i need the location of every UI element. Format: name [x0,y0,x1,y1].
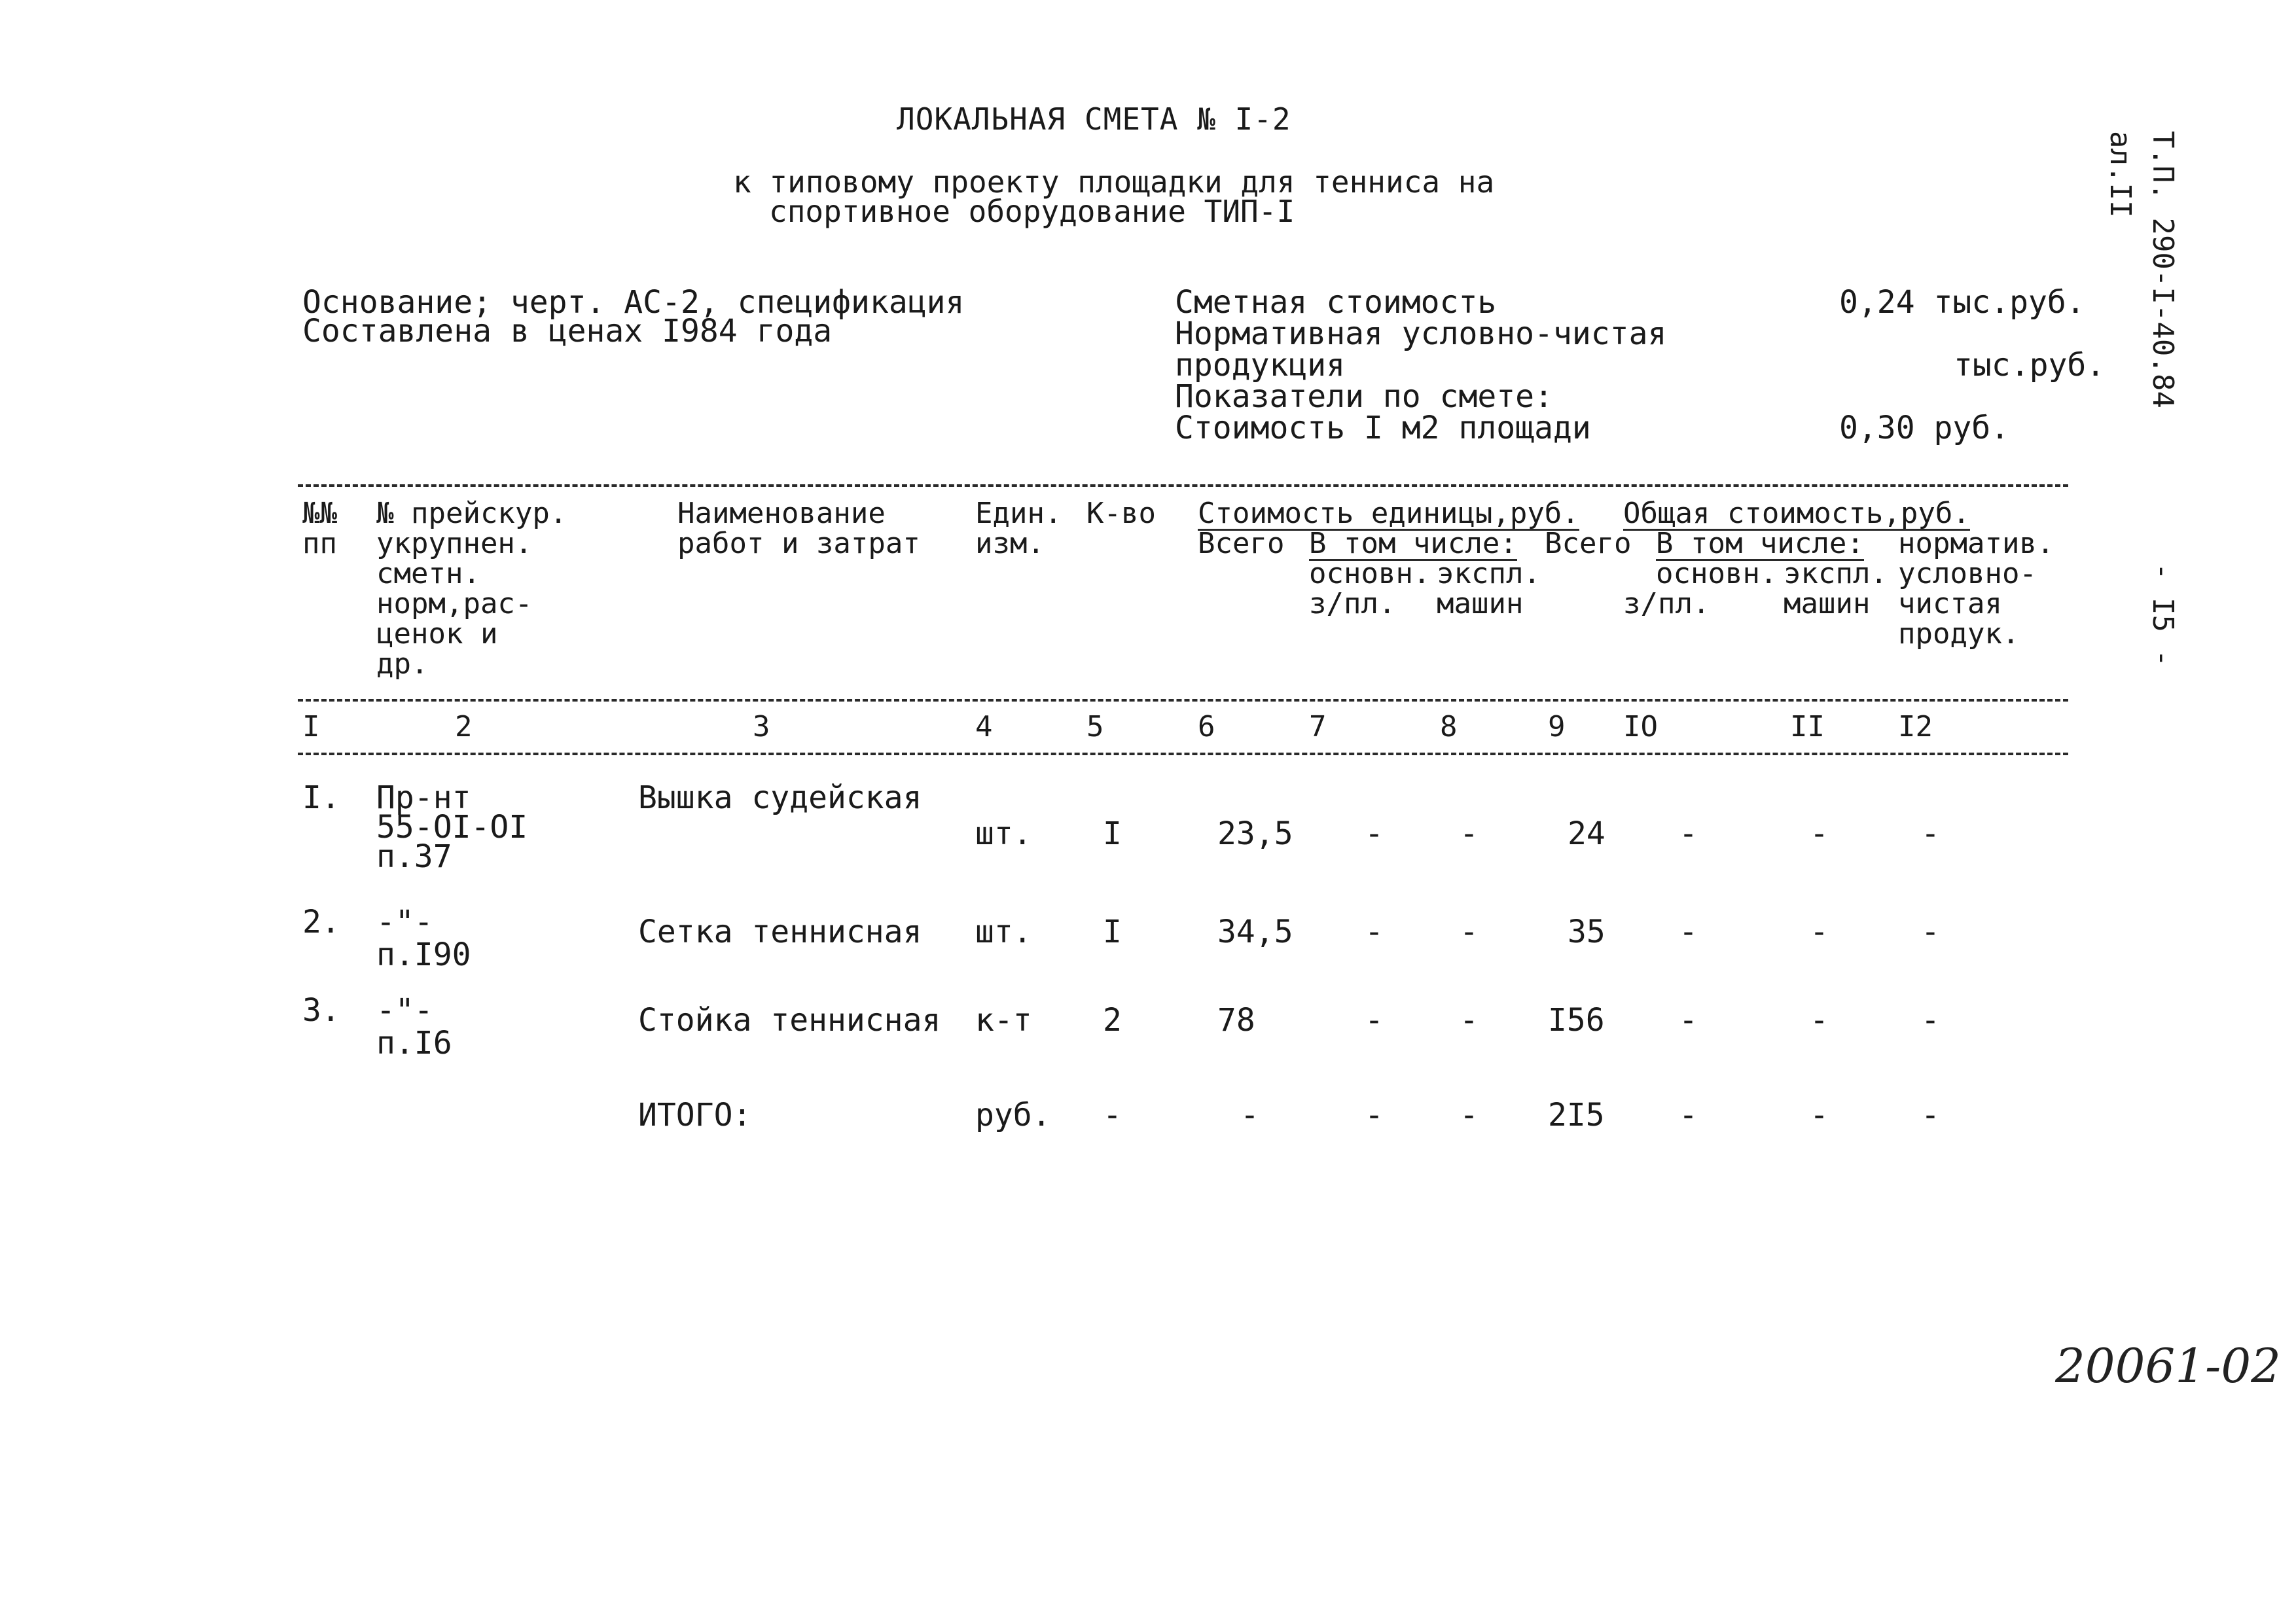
colnum-8: 8 [1440,710,1458,743]
table-row-c8: - [1460,1002,1479,1039]
total-c6: - [1240,1097,1259,1133]
archive-stamp: 20061-02 [2055,1338,2281,1393]
header-ref-2: укрупнен. [376,527,533,560]
total-c12: - [1921,1097,1940,1133]
table-row-c7: - [1365,914,1384,950]
total-c8: - [1460,1097,1479,1133]
colnum-9: 9 [1548,710,1566,743]
colnum-bottom-line [298,753,2068,755]
table-row-ref: 55-OI-OI [376,809,528,846]
basis-line-1: Основание; черт. АС-2, спецификация [302,284,965,321]
total-c7: - [1365,1097,1384,1133]
table-row-c8: - [1460,914,1479,950]
indicators-label: Показатели по смете: [1175,378,1553,415]
table-row-c10: - [1679,1002,1698,1039]
table-row-c9: I56 [1548,1002,1605,1039]
document-title: ЛОКАЛЬНАЯ СМЕТА № I-2 [897,101,1291,137]
table-row-c9: 35 [1568,914,1605,950]
estimated-cost-label: Сметная стоимость [1175,284,1497,321]
table-row-ref: Пр-нт [376,779,471,816]
normative-value: тыс.руб. [1954,347,2106,383]
header-unit-base-2: з/пл. [1309,587,1396,620]
total-label: ИТОГО: [638,1097,752,1133]
header-unit-2: изм. [975,527,1045,560]
table-row-c6: 78 [1217,1002,1255,1039]
table-row-num: 3. [302,992,340,1029]
normative-label-1: Нормативная условно-чистая [1175,315,1667,352]
per-m2-value: 0,30 руб. [1839,410,2010,446]
table-row-ref: п.I90 [376,936,471,973]
table-row-c8: - [1460,815,1479,852]
header-ref-6: др. [376,647,429,681]
normative-label-2: продукция [1175,347,1346,383]
table-row-c7: - [1365,815,1384,852]
total-c11: - [1810,1097,1829,1133]
header-unit-mach-1: экспл. [1437,557,1541,590]
subtitle-line-2: спортивное оборудование ТИП-I [769,194,1295,229]
table-row-c11: - [1810,815,1829,852]
colnum-5: 5 [1086,710,1104,743]
table-row-c9: 24 [1568,815,1605,852]
header-total-cost: Общая стоимость,руб. [1623,497,1970,530]
colnum-12: I2 [1898,710,1933,743]
table-row-name: Стойка теннисная [638,1002,941,1039]
side-page: - I5 - [2146,563,2179,667]
colnum-3: 3 [753,710,770,743]
total-unit: руб. [975,1097,1051,1133]
table-row-qty: I [1103,815,1122,852]
total-c9: 2I5 [1548,1097,1605,1133]
table-row-ref: п.37 [376,838,452,875]
total-qty: - [1103,1097,1122,1133]
header-total-mach-1: экспл. [1784,557,1888,590]
header-norm-2: условно- [1898,557,2037,590]
per-m2-label: Стоимость I м2 площади [1175,410,1591,446]
header-total-base-1: основн. [1656,557,1778,590]
table-row-c6: 23,5 [1217,815,1293,852]
header-total-mach-2: машин [1784,587,1871,620]
table-row-ref: -"- [376,904,433,940]
table-row-num: I. [302,779,340,816]
colnum-4: 4 [975,710,993,743]
header-total-total: Всего [1545,527,1632,560]
header-bottom-line [298,699,2068,702]
header-qty: К-во [1086,497,1156,530]
table-row-name: Сетка теннисная [638,914,922,950]
header-unit-total: Всего [1198,527,1285,560]
table-row-c12: - [1921,815,1940,852]
colnum-6: 6 [1198,710,1215,743]
header-unit-cost: Стоимость единицы,руб. [1198,497,1579,530]
subtitle-line-1: к типовому проекту площадки для тенниса на [733,164,1495,200]
table-row-c10: - [1679,914,1698,950]
table-row-name: Вышка судейская [638,779,922,816]
header-total-base-2: з/пл. [1623,587,1710,620]
table-row-unit: шт. [975,815,1032,852]
table-row-c7: - [1365,1002,1384,1039]
header-norm-3: чистая [1898,587,2002,620]
table-row-c10: - [1679,815,1698,852]
table-row-c12: - [1921,914,1940,950]
table-row-c11: - [1810,1002,1829,1039]
header-ref-3: сметн. [376,557,480,590]
header-name-1: Наименование [677,497,886,530]
colnum-10: IO [1623,710,1658,743]
table-row-unit: шт. [975,914,1032,950]
table-row-num: 2. [302,904,340,940]
table-row-qty: 2 [1103,1002,1122,1039]
colnum-1: I [302,710,320,743]
basis-line-2: Составлена в ценах I984 года [302,313,833,349]
header-ref-5: ценок и [376,617,498,651]
table-row-unit: к-т [975,1002,1032,1039]
header-unit-mach-2: машин [1437,587,1524,620]
header-total-incl: В том числе: [1656,527,1864,560]
estimated-cost-value: 0,24 тыс.руб. [1839,284,2085,321]
colnum-7: 7 [1309,710,1327,743]
total-c10: - [1679,1097,1698,1133]
header-norm-1: норматив. [1898,527,2054,560]
header-unit-incl: В том числе: [1309,527,1517,560]
header-ref-1: № прейскур. [376,497,567,530]
header-num-1: №№ [302,497,337,530]
table-row-ref: -"- [376,992,433,1029]
header-ref-4: норм,рас- [376,587,533,620]
side-code: Т.П. 290-I-40.84 [2146,131,2179,408]
table-top-line [298,484,2068,487]
header-unit-base-1: основн. [1309,557,1431,590]
side-album: ал.II [2104,131,2137,218]
header-unit-1: Един. [975,497,1062,530]
header-num-2: пп [302,527,337,560]
header-name-2: работ и затрат [677,527,920,560]
table-row-qty: I [1103,914,1122,950]
table-row-ref: п.I6 [376,1025,452,1061]
header-norm-4: продук. [1898,617,2020,651]
table-row-c6: 34,5 [1217,914,1293,950]
colnum-11: II [1790,710,1825,743]
table-row-c12: - [1921,1002,1940,1039]
table-row-c11: - [1810,914,1829,950]
colnum-2: 2 [455,710,473,743]
